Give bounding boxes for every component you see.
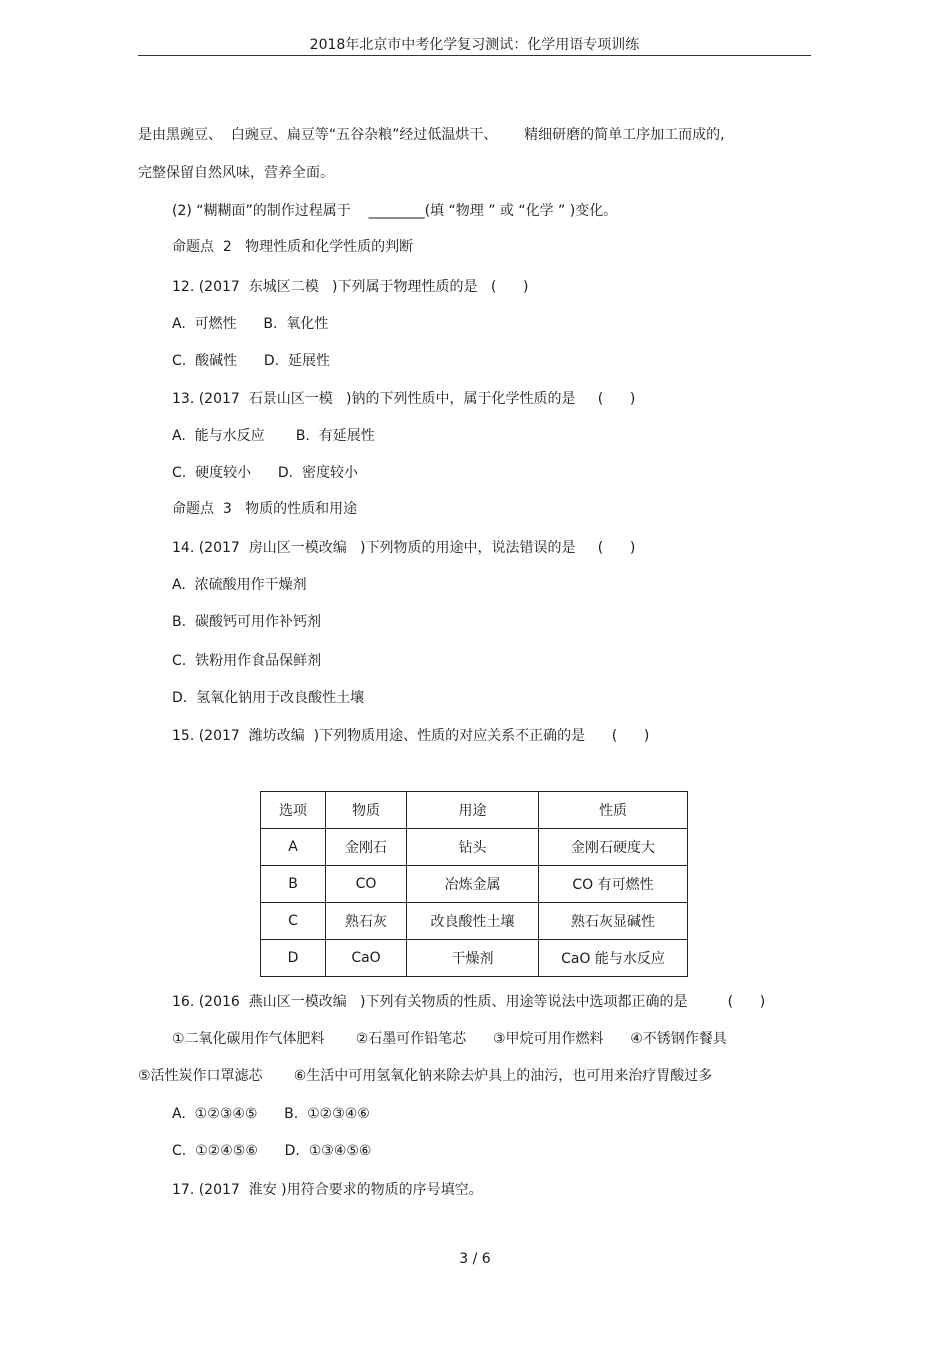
option-line: A. 浓硫酸用作干燥剂 <box>172 577 307 593</box>
table-row <box>261 903 688 940</box>
text-line: 是由黑豌豆、 白豌豆、扁豆等“五谷杂粮”经过低温烘干、 精细研磨的简单工序加工而成的, <box>138 127 725 143</box>
question-17: 17. (2017 淮安 )用符合要求的物质的序号填空。 <box>172 1182 483 1198</box>
option-line: B. 碳酸钙可用作补钙剂 <box>172 614 321 630</box>
question-11-2: (2) “糊糊面”的制作过程属于 ________(填 “物理 ” 或 “化学 ” )变化。 <box>172 203 618 219</box>
table-cell: 金刚石 <box>326 829 407 866</box>
text-line: 完整保留自然风味，营养全面。 <box>138 165 334 181</box>
option-line: A. 能与水反应 B. 有延展性 <box>172 428 375 444</box>
table-cell: B <box>261 866 326 903</box>
table-cell: 熟石灰 <box>326 903 407 940</box>
question-15: 15. (2017 潍坊改编 )下列物质用途、性质的对应关系不正确的是 ( ) <box>172 728 650 744</box>
table-row <box>261 866 688 903</box>
question-13: 13. (2017 石景山区一模 )钠的下列性质中，属于化学性质的是 ( ) <box>172 391 636 407</box>
table-cell: 熟石灰显碱性 <box>539 903 688 940</box>
option-line: C. 酸碱性 D. 延展性 <box>172 353 330 369</box>
section-heading: 命题点 3 物质的性质和用途 <box>172 501 358 517</box>
option-line: A. ①②③④⑤ B. ①②③④⑥ <box>172 1106 370 1122</box>
table-header-cell: 性质 <box>539 792 688 829</box>
page-number: 3 / 6 <box>459 1251 491 1267</box>
table-cell: CO <box>326 866 407 903</box>
table-cell: CO 有可燃性 <box>539 866 688 903</box>
table-row <box>261 829 688 866</box>
section-heading: 命题点 2 物理性质和化学性质的判断 <box>172 239 414 255</box>
header-divider <box>138 55 811 56</box>
table-header-cell: 选项 <box>261 792 326 829</box>
table-cell: C <box>261 903 326 940</box>
question-12: 12. (2017 东城区二模 )下列属于物理性质的是 ( ) <box>172 279 529 295</box>
table-cell: 钻头 <box>407 829 539 866</box>
option-line: C. ①②④⑤⑥ D. ①③④⑤⑥ <box>172 1143 372 1159</box>
table-cell: 金刚石硬度大 <box>539 829 688 866</box>
options-table <box>260 791 688 977</box>
table-cell: 改良酸性土壤 <box>407 903 539 940</box>
table-header-cell: 物质 <box>326 792 407 829</box>
table-row <box>261 940 688 977</box>
table-cell: A <box>261 829 326 866</box>
page-header: 2018年北京市中考化学复习测试：化学用语专项训练 <box>309 37 640 53</box>
table-cell: 干燥剂 <box>407 940 539 977</box>
question-16: 16. (2016 燕山区一模改编 )下列有关物质的性质、用途等说法中选项都正确的是 ( ) <box>172 994 766 1010</box>
table-cell: CaO 能与水反应 <box>539 940 688 977</box>
option-line: A. 可燃性 B. 氧化性 <box>172 316 329 332</box>
option-line: C. 硬度较小 D. 密度较小 <box>172 465 358 481</box>
question-14: 14. (2017 房山区一模改编 )下列物质的用途中，说法错误的是 ( ) <box>172 540 636 556</box>
table-header-row <box>261 792 688 829</box>
statement-line: ①二氧化碳用作气体肥料 ②石墨可作铅笔芯 ③甲烷可用作燃料 ④不锈钢作餐具 <box>172 1031 727 1047</box>
table-cell: D <box>261 940 326 977</box>
table-cell: CaO <box>326 940 407 977</box>
table-cell: 冶炼金属 <box>407 866 539 903</box>
option-line: D. 氢氧化钠用于改良酸性土壤 <box>172 690 365 706</box>
table-header-cell: 用途 <box>407 792 539 829</box>
statement-line: ⑤活性炭作口罩滤芯 ⑥生活中可用氢氧化钠来除去炉具上的油污，也可用来治疗胃酸过多 <box>138 1068 713 1084</box>
option-line: C. 铁粉用作食品保鲜剂 <box>172 653 322 669</box>
